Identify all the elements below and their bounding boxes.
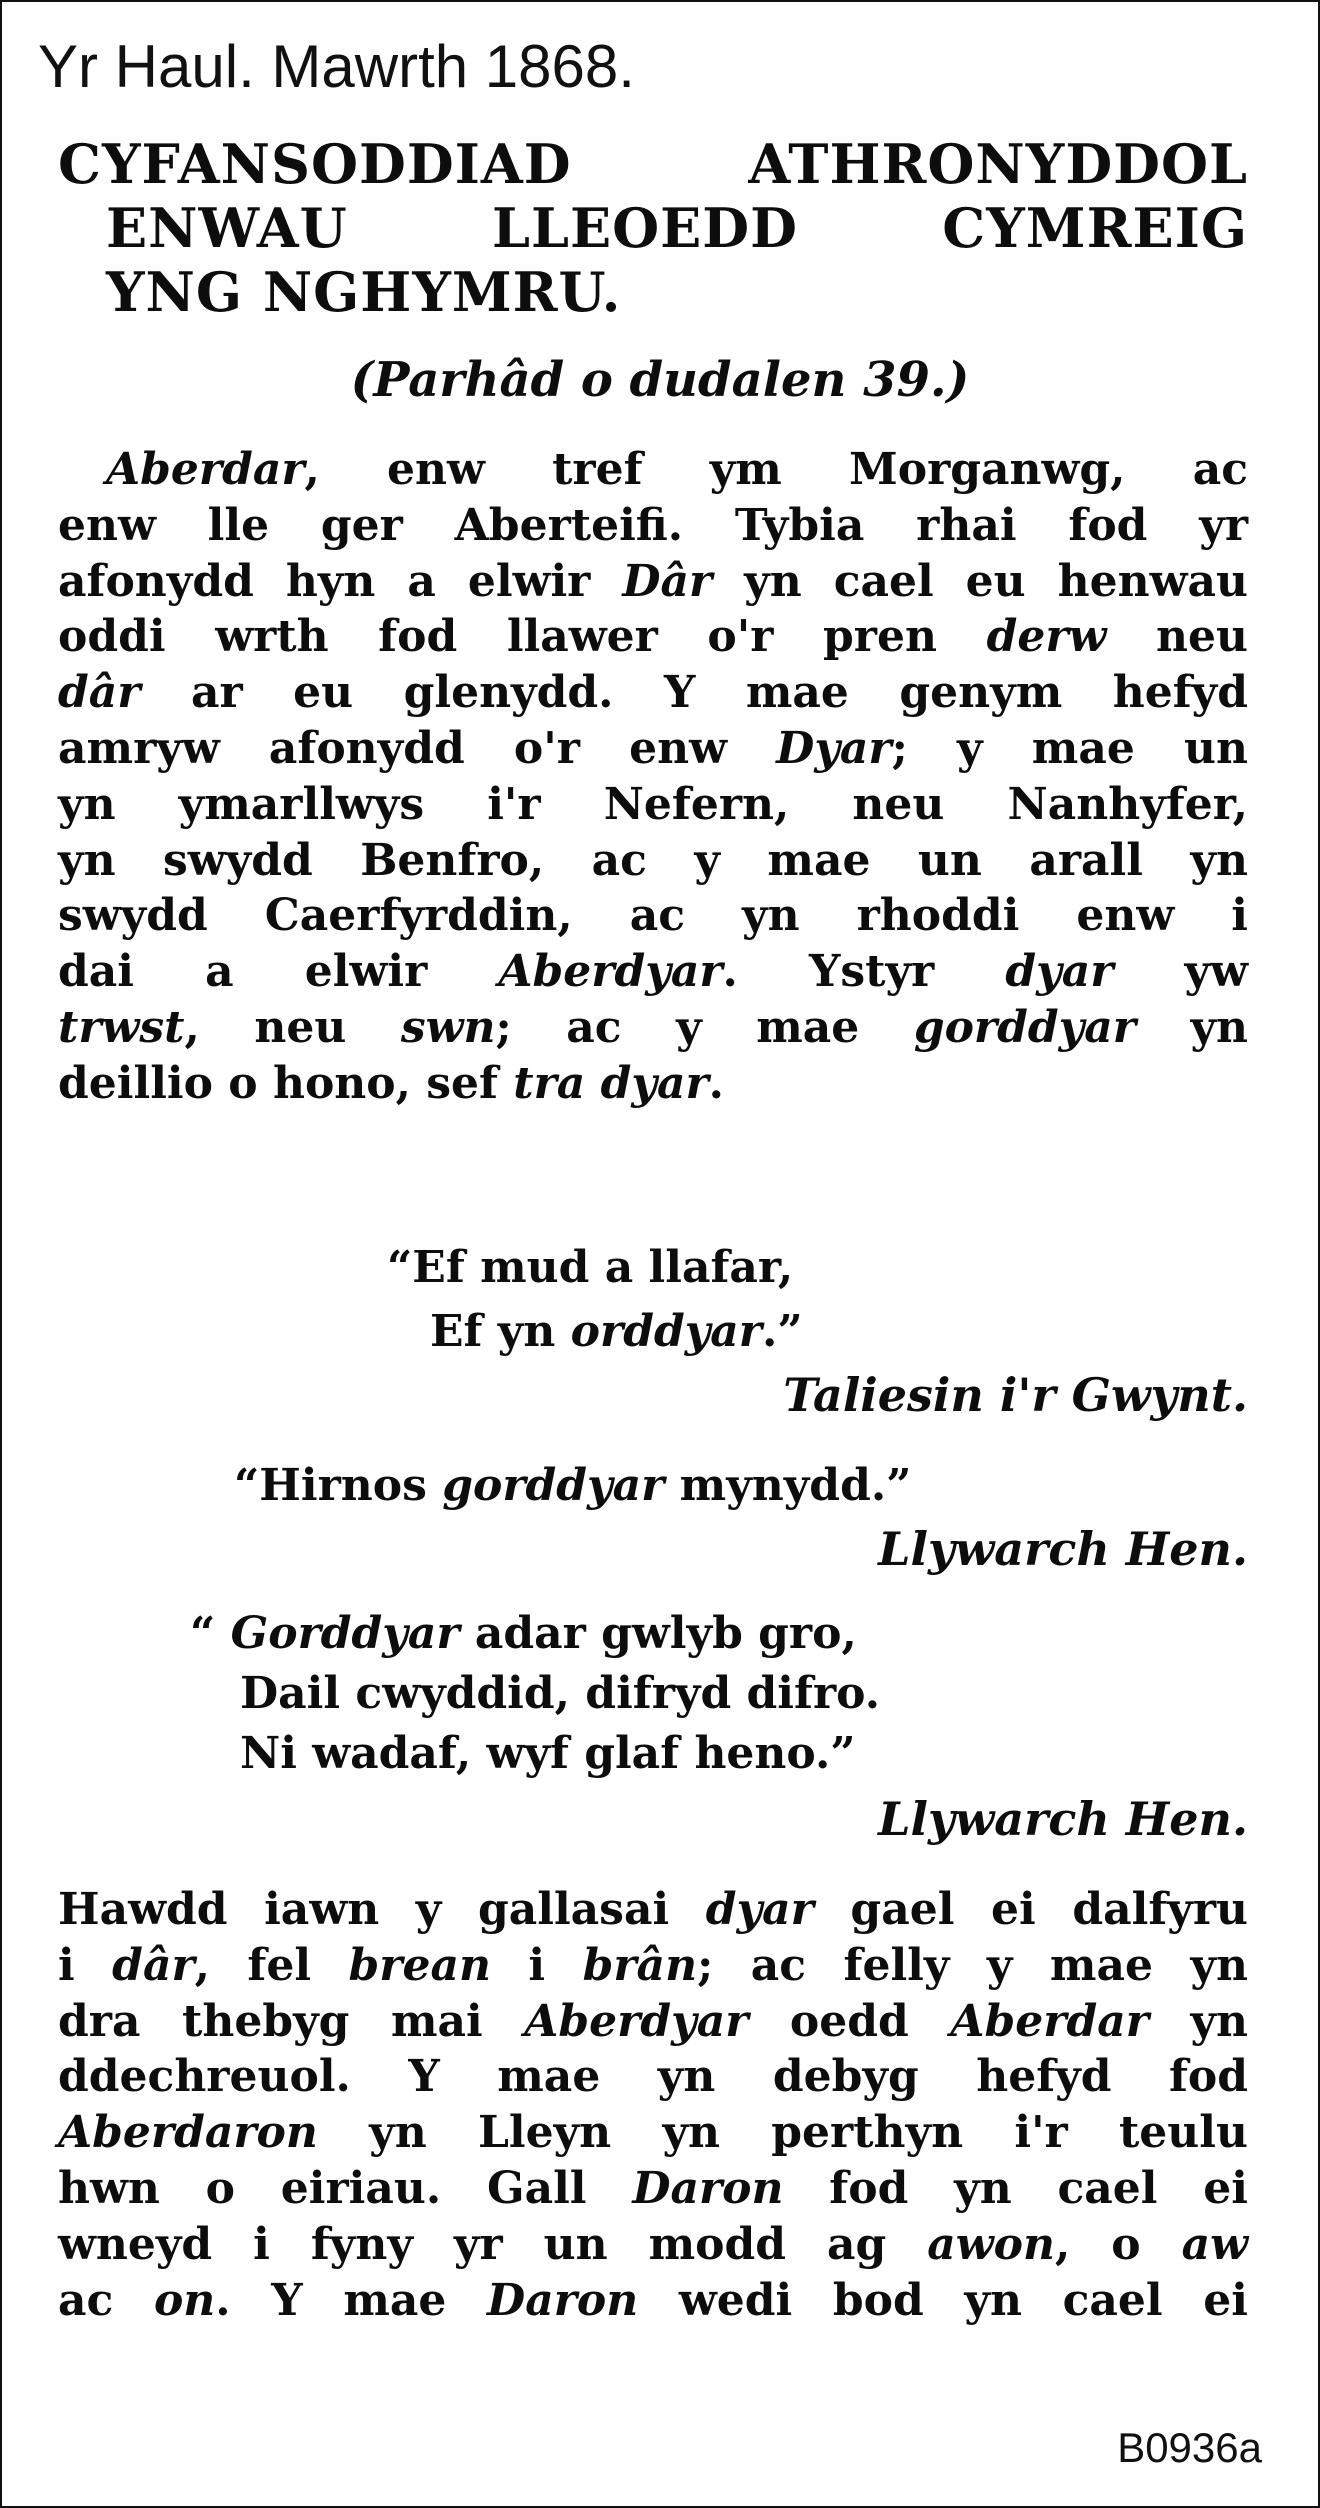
reference-code: B0936a [1117,2424,1262,2471]
text-line: ac on. Y mae Daron wedi bod yn cael ei [58,2274,1248,2326]
text-line: dâr ar eu glenydd. Y mae genym hefyd [58,667,1248,719]
text-line: Hawdd iawn y gallasai dyar gael ei dalfyru [58,1884,1248,1935]
quote-3-line: Dail cwyddid, difryd difro. [240,1668,881,1719]
continuation-note: (Parhâd o dudalen 39.) [350,352,970,408]
text-line: hwn o eiriau. Gall Daron fod yn cael ei [58,2162,1249,2214]
quote-3-line: Ni wadaf, wyf glaf heno.” [240,1728,856,1779]
title-line: YNG NGHYMRU. [106,260,622,324]
text-line: deillio o hono, sef tra dyar. [58,1057,724,1109]
text-line: amryw afonydd o'r enw Dyar; y mae un [58,722,1248,774]
text-line: enw lle ger Aberteifi. Tybia rhai fod yr [58,499,1248,551]
text-line: dai a elwir Aberdyar. Ystyr dyar yw [58,946,1248,998]
text-line: yn swydd Benfro, ac y mae un arall yn [58,834,1248,886]
text-line: afonydd hyn a elwir Dâr yn cael eu henwau [58,555,1248,607]
text-line: dra thebyg mai Aberdyar oedd Aberdar yn [58,1995,1249,2047]
title-line: CYFANSODDIAD ATHRONYDDOL [58,132,1248,196]
quote-1-attribution: Taliesin i'r Gwynt. [783,1368,1248,1422]
text-line: wneyd i fyny yr un modd ag awon, o aw [58,2218,1248,2270]
quote-2-attribution: Llywarch Hen. [878,1522,1248,1576]
quote-3-attribution: Llywarch Hen. [878,1792,1248,1846]
article-title [58,132,1248,324]
source-citation: Yr Haul. Mawrth 1868. [38,33,635,100]
text-line: swydd Caerfyrddin, ac yn rhoddi enw i [58,890,1248,942]
paragraph-2 [58,1882,1248,2328]
quote-1-line: Ef yn orddyar.” [430,1306,803,1357]
text-line: oddi wrth fod llawer o'r pren derw neu [58,611,1249,663]
quote-3-line: “ Gorddyar adar gwlyb gro, [190,1608,857,1659]
paragraph-1 [58,442,1248,1112]
text-line: Aberdar, enw tref ym Morganwg, ac [106,444,1248,495]
text-line: yn ymarllwys i'r Nefern, neu Nanhyfer, [58,778,1248,830]
quote-1-line: “Ef mud a llafar, [387,1242,794,1293]
quote-2-line: “Hirnos gorddyar mynydd.” [234,1460,912,1511]
text-line: Aberdaron yn Lleyn yn perthyn i'r teulu [58,2107,1248,2159]
text-line: i dâr, fel brean i brân; ac felly y mae yn [58,1939,1248,1991]
text-line: trwst, neu swn; ac y mae gorddyar yn [58,1001,1248,1053]
title-line: ENWAU LLEOEDD CYMREIG [106,196,1248,260]
text-line: ddechreuol. Y mae yn debyg hefyd fod [58,2051,1248,2103]
